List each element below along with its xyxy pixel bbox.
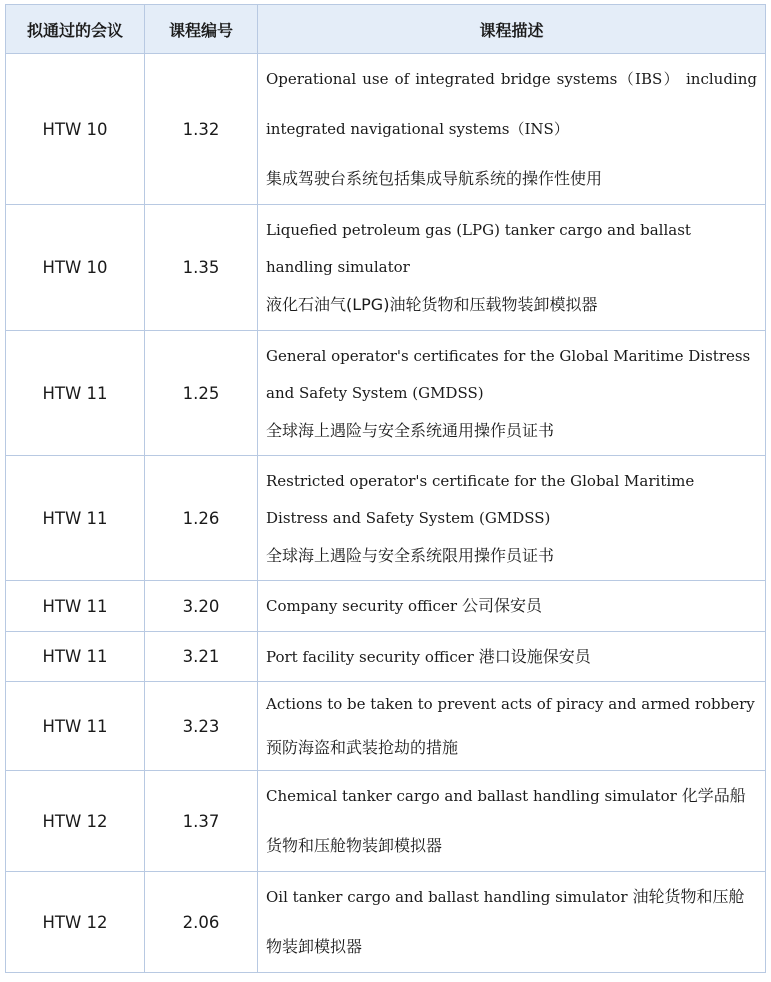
meeting-cell: HTW 10: [6, 54, 145, 205]
description-en: Chemical tanker cargo and ballast handling simulator: [266, 787, 677, 805]
description-cell: [258, 205, 766, 331]
description-zh: 集成驾驶台系统包括集成导航系统的操作性使用: [266, 169, 603, 188]
description-zh: 液化石油气(LPG)油轮货物和压载物装卸模拟器: [266, 295, 598, 314]
description-en: Oil tanker cargo and ballast handling simulator: [266, 888, 628, 906]
meeting-cell: HTW 12: [6, 771, 145, 872]
table-row: [6, 54, 766, 205]
meeting-cell: HTW 11: [6, 632, 145, 682]
description-cell: [258, 331, 766, 456]
description-zh: 全球海上遇险与安全系统通用操作员证书: [266, 420, 555, 440]
description-cell: [258, 872, 766, 973]
meeting-cell: HTW 11: [6, 682, 145, 771]
meeting-cell: HTW 10: [6, 205, 145, 331]
description-cell: [258, 54, 766, 205]
table-row: [6, 771, 766, 872]
course-code-cell: 1.35: [145, 205, 258, 331]
meeting-cell: HTW 11: [6, 456, 145, 581]
description-zh: 化学品船货物和压舱物装卸模拟器: [266, 786, 746, 855]
table-row: [6, 872, 766, 973]
header-course-description: 课程描述: [258, 5, 766, 54]
table-row: [6, 581, 766, 632]
description-zh: 港口设施保安员: [478, 646, 591, 666]
description-zh: 公司保安员: [461, 596, 542, 615]
course-code-cell: 3.21: [145, 632, 258, 682]
description-zh: 全球海上遇险与安全系统限用操作员证书: [266, 545, 555, 565]
description-cell: [258, 771, 766, 872]
description-en: Restricted operator's certificate for the Global Maritime Distress and Safety System (GMDSS): [266, 471, 695, 527]
description-zh: 预防海盗和武装抢劫的措施: [266, 738, 459, 757]
description-cell: [258, 456, 766, 581]
meeting-cell: HTW 11: [6, 581, 145, 632]
table-row: [6, 632, 766, 682]
meeting-cell: HTW 11: [6, 331, 145, 456]
description-en: Actions to be taken to prevent acts of piracy and armed robbery: [266, 695, 755, 713]
description-cell: [258, 632, 766, 682]
course-code-cell: 3.20: [145, 581, 258, 632]
course-code-cell: 1.37: [145, 771, 258, 872]
description-en: General operator's certificates for the Global Maritime Distress and Safety System (GMDSS): [266, 346, 751, 402]
course-code-cell: 2.06: [145, 872, 258, 973]
table-header-row: [6, 5, 766, 54]
table-row: [6, 331, 766, 456]
description-cell: [258, 581, 766, 632]
course-code-cell: 3.23: [145, 682, 258, 771]
course-code-cell: 1.25: [145, 331, 258, 456]
header-course-code: 课程编号: [145, 5, 258, 54]
description-cell: [258, 682, 766, 771]
course-code-cell: 1.32: [145, 54, 258, 205]
description-en: Operational use of integrated bridge systems（IBS） including integrated navigational systems（INS）: [266, 70, 757, 138]
course-table: [5, 4, 766, 973]
course-code-cell: 1.26: [145, 456, 258, 581]
description-zh: 油轮货物和压舱物装卸模拟器: [266, 887, 745, 956]
header-meeting: 拟通过的会议: [6, 5, 145, 54]
description-en: Liquefied petroleum gas (LPG) tanker cargo and ballast handling simulator: [266, 221, 691, 276]
table-row: [6, 205, 766, 331]
description-en: Port facility security officer: [266, 647, 474, 666]
table-row: [6, 456, 766, 581]
description-en: Company security officer: [266, 597, 457, 615]
table-row: [6, 682, 766, 771]
meeting-cell: HTW 12: [6, 872, 145, 973]
